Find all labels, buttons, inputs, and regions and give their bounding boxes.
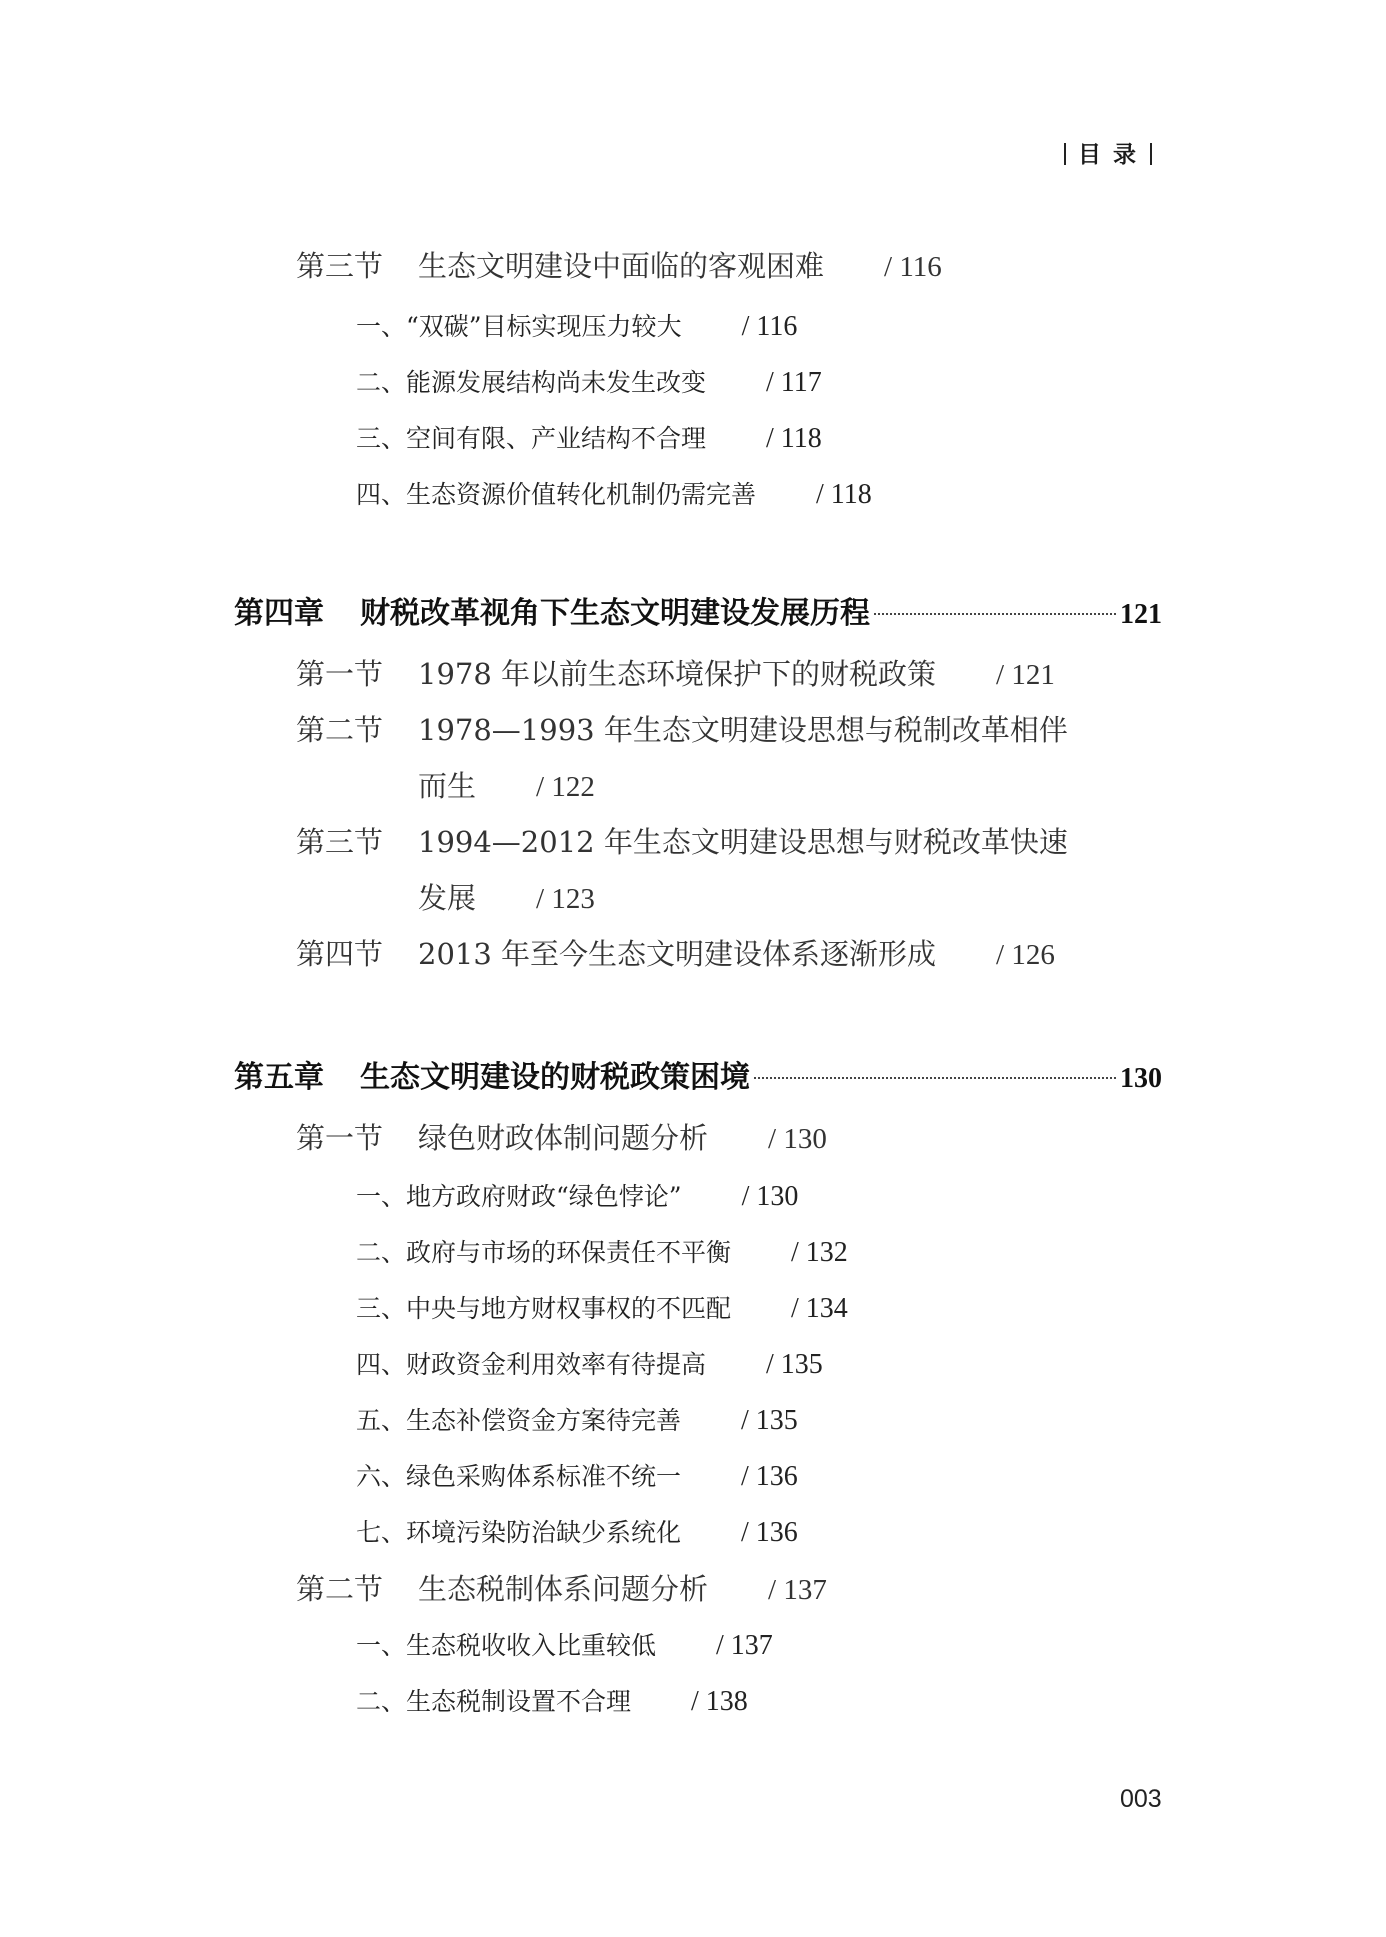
toc-section-entry[interactable]	[296, 652, 1055, 693]
header-label: 目 录	[1078, 142, 1139, 168]
section-title: 绿色财政体制问题分析	[418, 1121, 709, 1155]
item-title: 一、生态税收收入比重较低	[356, 1631, 657, 1660]
item-title: 五、生态补偿资金方案待完善	[356, 1406, 682, 1435]
section-title: 1994—2012 年生态文明建设思想与财税改革快速	[418, 825, 1068, 859]
toc-section-entry[interactable]	[296, 244, 942, 285]
chapter-title: 生态文明建设的财税政策困境	[360, 1060, 750, 1095]
page-ref: / 121	[996, 659, 1055, 691]
section-label: 第二节	[296, 713, 384, 747]
section-label: 第四节	[296, 937, 384, 971]
header-right-bar	[1150, 143, 1152, 165]
toc-section-entry[interactable]	[296, 708, 1068, 749]
chapter-page: 130	[1120, 1063, 1162, 1094]
page-ref: / 123	[536, 883, 595, 915]
page-ref: / 135	[766, 1349, 823, 1380]
toc-item-entry[interactable]	[356, 1626, 773, 1662]
toc-item-entry[interactable]	[356, 1401, 798, 1437]
section-title-cont: 而生	[418, 769, 477, 803]
section-title: 生态文明建设中面临的客观困难	[418, 249, 825, 283]
item-title: 二、生态税制设置不合理	[356, 1687, 632, 1716]
chapter-label: 第五章	[234, 1060, 324, 1095]
section-label: 第一节	[296, 657, 384, 691]
item-title: 七、环境污染防治缺少系统化	[356, 1518, 682, 1547]
item-title: 四、财政资金利用效率有待提高	[356, 1350, 707, 1379]
section-title-cont: 发展	[418, 881, 477, 915]
section-label: 第一节	[296, 1121, 384, 1155]
section-title: 1978—1993 年生态文明建设思想与税制改革相伴	[418, 713, 1068, 747]
page-ref: / 117	[766, 367, 822, 398]
page-ref: / 134	[791, 1293, 848, 1324]
toc-section-entry[interactable]	[296, 1567, 827, 1608]
page-ref: / 130	[768, 1123, 827, 1155]
page-ref: / 136	[741, 1517, 798, 1548]
chapter-title: 财税改革视角下生态文明建设发展历程	[360, 596, 870, 631]
toc-section-entry[interactable]	[296, 932, 1055, 973]
item-title: 二、政府与市场的环保责任不平衡	[356, 1238, 732, 1267]
toc-item-entry[interactable]	[356, 1457, 798, 1493]
section-title: 1978 年以前生态环境保护下的财税政策	[418, 657, 937, 691]
dot-leader	[874, 613, 1116, 615]
chapter-label: 第四章	[234, 596, 324, 631]
item-title: 三、空间有限、产业结构不合理	[356, 424, 707, 453]
toc-item-entry[interactable]	[356, 419, 822, 455]
item-title: 一、地方政府财政“绿色悖论”	[356, 1182, 682, 1211]
page-ref: / 116	[884, 251, 942, 283]
toc-chapter-entry[interactable]	[234, 588, 1162, 632]
page-ref: / 136	[741, 1461, 798, 1492]
toc-section-entry[interactable]	[296, 820, 1068, 861]
page-ref: / 138	[691, 1686, 748, 1717]
section-title: 2013 年至今生态文明建设体系逐渐形成	[418, 937, 937, 971]
toc-item-entry[interactable]	[356, 1177, 798, 1213]
toc-chapter-entry[interactable]	[234, 1052, 1162, 1096]
toc-section-continuation[interactable]	[418, 876, 595, 917]
toc-item-entry[interactable]	[356, 1289, 848, 1325]
toc-item-entry[interactable]	[356, 307, 797, 343]
page-ref: / 118	[816, 479, 872, 510]
toc-item-entry[interactable]	[356, 1233, 848, 1269]
toc-item-entry[interactable]	[356, 475, 872, 511]
page-ref: / 118	[766, 423, 822, 454]
page-ref: / 137	[768, 1574, 827, 1606]
page-ref: / 126	[996, 939, 1055, 971]
header-left-bar	[1064, 143, 1066, 165]
page-ref: / 116	[741, 311, 798, 342]
section-title: 生态税制体系问题分析	[418, 1572, 709, 1606]
dot-leader	[754, 1077, 1116, 1079]
toc-item-entry[interactable]	[356, 363, 822, 399]
section-label: 第三节	[296, 249, 384, 283]
toc-item-entry[interactable]	[356, 1513, 798, 1549]
toc-item-entry[interactable]	[356, 1682, 748, 1718]
page-ref: / 135	[741, 1405, 798, 1436]
chapter-page: 121	[1120, 599, 1162, 630]
item-title: 四、生态资源价值转化机制仍需完善	[356, 480, 757, 509]
section-label: 第三节	[296, 825, 384, 859]
page-ref: / 122	[536, 771, 595, 803]
toc-item-entry[interactable]	[356, 1345, 823, 1381]
section-label: 第二节	[296, 1572, 384, 1606]
item-title: 六、绿色采购体系标准不统一	[356, 1462, 682, 1491]
page-ref: / 137	[716, 1630, 773, 1661]
page-number: 003	[1120, 1785, 1162, 1813]
item-title: 一、“双碳”目标实现压力较大	[356, 312, 682, 341]
item-title: 二、能源发展结构尚未发生改变	[356, 368, 707, 397]
running-header	[1052, 136, 1164, 169]
page-ref: / 132	[791, 1237, 848, 1268]
toc-section-entry[interactable]	[296, 1116, 827, 1157]
page-ref: / 130	[741, 1181, 799, 1212]
toc-section-continuation[interactable]	[418, 764, 595, 805]
item-title: 三、中央与地方财权事权的不匹配	[356, 1294, 732, 1323]
